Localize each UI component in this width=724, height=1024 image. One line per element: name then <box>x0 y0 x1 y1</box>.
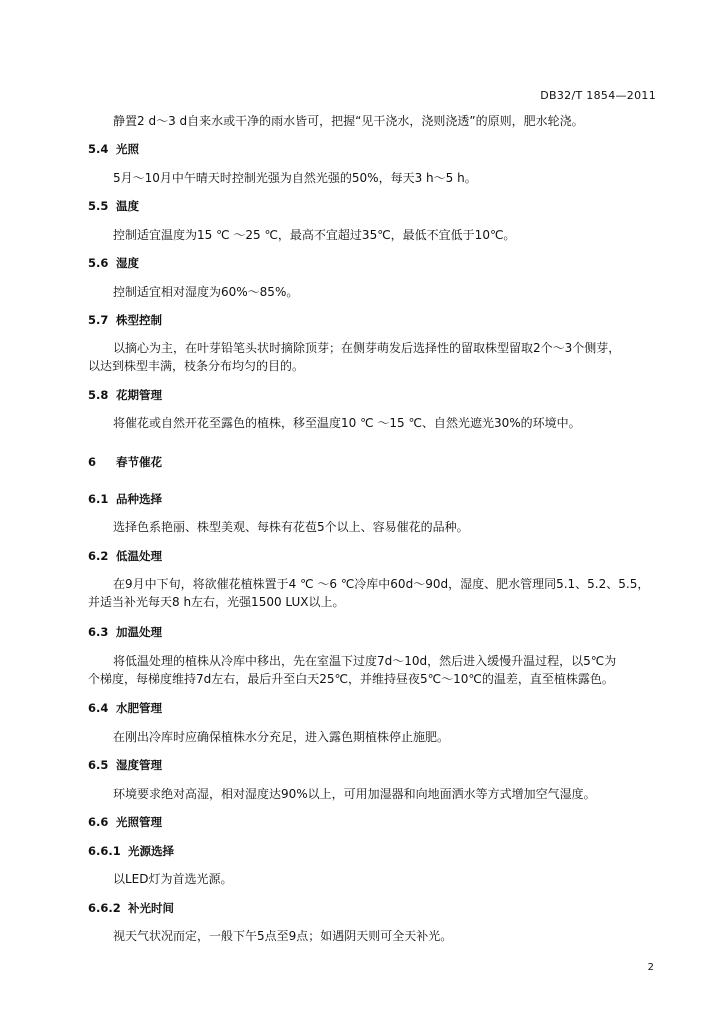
section-heading-5-7 <box>88 312 162 328</box>
section-number: 6.6.1 <box>88 844 121 858</box>
paragraph-humidity-management: 环境要求绝对高湿，相对湿度达90%以上，可用加湿器和向地面洒水等方式增加空气湿度。 <box>113 787 596 801</box>
paragraph-flowering: 将催花或自然开花至露色的植株，移至温度10 ℃ ～15 ℃、自然光遮光30%的环境中。 <box>113 416 581 430</box>
section-title: 光源选择 <box>128 844 174 858</box>
section-number: 5.5 <box>88 199 109 213</box>
paragraph-cold-treatment-line-2: 并适当补光每天8 h左右，光强1500 LUX以上。 <box>88 595 345 609</box>
paragraph-cold-treatment-line-1: 在9月中下旬，将欲催花植株置于4 ℃ ～6 ℃冷库中60d～90d，湿度、肥水管理同5.1、5.2、5.5， <box>113 577 650 591</box>
section-heading-6-4 <box>88 700 162 716</box>
section-title: 加温处理 <box>116 625 162 639</box>
section-title: 光照 <box>116 142 139 156</box>
paragraph-water-fertilizer: 在刚出冷库时应确保植株水分充足，进入露色期植株停止施肥。 <box>113 730 450 744</box>
page-number: 2 <box>647 962 654 973</box>
section-title: 温度 <box>116 199 139 213</box>
section-heading-6-2 <box>88 548 162 564</box>
paragraph-variety-selection: 选择色系艳丽、株型美观、每株有花苞5个以上、容易催花的品种。 <box>113 520 469 534</box>
section-heading-5-8 <box>88 387 162 403</box>
section-heading-5-6 <box>88 255 139 271</box>
section-number: 6.6.2 <box>88 901 121 915</box>
section-number: 6.4 <box>88 701 109 715</box>
section-number: 6.5 <box>88 758 109 772</box>
section-title: 花期管理 <box>116 388 162 402</box>
section-title: 水肥管理 <box>116 701 162 715</box>
section-title: 品种选择 <box>116 492 162 506</box>
paragraph-supplementary-light-time: 视天气状况而定，一般下午5点至9点；如遇阴天则可全天补光。 <box>113 929 453 943</box>
section-title: 低温处理 <box>116 549 162 563</box>
section-number: 5.8 <box>88 388 109 402</box>
section-number: 5.7 <box>88 313 109 327</box>
paragraph-humidity: 控制适宜相对湿度为60%～85%。 <box>113 285 299 299</box>
section-heading-5-5 <box>88 198 139 214</box>
paragraph-temperature: 控制适宜温度为15 ℃ ～25 ℃，最高不宜超过35℃，最低不宜低于10℃。 <box>113 228 516 242</box>
paragraph-light-source: 以LED灯为首选光源。 <box>113 872 233 886</box>
section-number: 6.6 <box>88 815 109 829</box>
section-title: 湿度管理 <box>116 758 162 772</box>
section-heading-6-6 <box>88 814 162 830</box>
section-heading-6-6-2 <box>88 900 174 916</box>
document-code: DB32/T 1854—2011 <box>540 89 656 102</box>
section-number: 5.4 <box>88 142 109 156</box>
section-title: 湿度 <box>116 256 139 270</box>
section-number: 6.3 <box>88 625 109 639</box>
paragraph-plant-shape-line-2: 以达到株型丰满，枝条分布均匀的目的。 <box>88 359 305 373</box>
section-title: 株型控制 <box>116 313 162 327</box>
section-heading-6-1 <box>88 491 162 507</box>
section-number: 5.6 <box>88 256 109 270</box>
paragraph-heat-treatment-line-1: 将低温处理的植株从冷库中移出，先在室温下过度7d～10d，然后进入缓慢升温过程，以5℃为 <box>113 654 617 668</box>
section-heading-6-3 <box>88 624 162 640</box>
section-number: 6.1 <box>88 492 109 506</box>
section-number: 6.2 <box>88 549 109 563</box>
section-title: 补光时间 <box>128 901 174 915</box>
section-heading-6-5 <box>88 757 162 773</box>
section-number: 6 <box>88 455 97 469</box>
section-heading-6 <box>88 454 162 470</box>
paragraph-heat-treatment-line-2: 个梯度，每梯度维持7d左右，最后升至白天25℃，并维持昼夜5℃～10℃的温差，直至植株露色。 <box>88 672 614 686</box>
paragraph-lighting: 5月～10月中午晴天时控制光强为自然光强的50%，每天3 h～5 h。 <box>113 171 477 185</box>
paragraph-plant-shape-line-1: 以摘心为主，在叶芽铅笔头状时摘除顶芽；在侧芽萌发后选择性的留取株型留取2个～3个侧芽， <box>113 341 621 355</box>
paragraph-watering: 静置2 d～3 d自来水或干净的雨水皆可，把握“见干浇水，浇则浇透”的原则，肥水轮浇。 <box>113 114 584 128</box>
section-title: 光照管理 <box>116 815 162 829</box>
section-heading-6-6-1 <box>88 843 174 859</box>
section-title: 春节催花 <box>116 455 162 469</box>
section-heading-5-4 <box>88 141 139 157</box>
